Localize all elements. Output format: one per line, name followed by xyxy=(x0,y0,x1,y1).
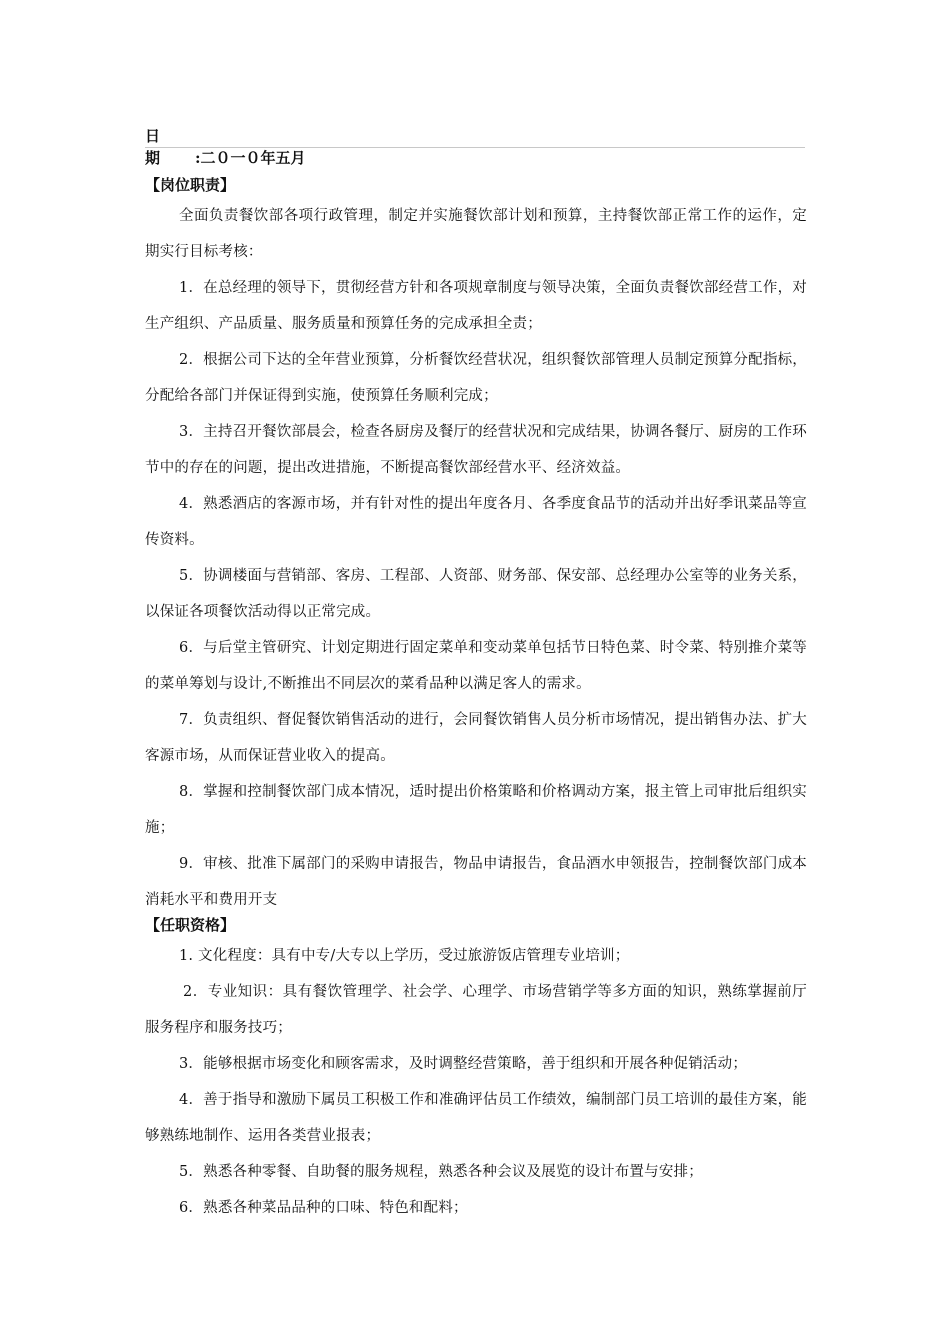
date-value: :二０一０年五月 xyxy=(195,149,306,167)
section-heading-qualifications: 【任职资格】 xyxy=(145,916,236,934)
qualification-item: 2．专业知识：具有餐饮管理学、社会学、心理学、市场营销学等多方面的知识，熟练掌握前厅服务程序和服务技巧； xyxy=(145,984,807,1036)
duty-item: 2．根据公司下达的全年营业预算，分析餐饮经营状况，组织餐饮部管理人员制定预算分配指标，分配给各部门并保证得到实施，使预算任务顺利完成； xyxy=(145,352,807,404)
duty-item: 8．掌握和控制餐饮部门成本情况，适时提出价格策略和价格调动方案，报主管上司审批后组织实施； xyxy=(145,784,807,836)
date-label xyxy=(145,125,195,169)
qualification-item: 3．能够根据市场变化和顾客需求，及时调整经营策略，善于组织和开展各种促销活动； xyxy=(179,1056,748,1072)
duty-item: 3．主持召开餐饮部晨会，检查各厨房及餐厅的经营状况和完成结果，协调各餐厅、厨房的工作环节中的存在的问题，提出改进措施，不断提高餐饮部经营水平、经济效益。 xyxy=(145,424,807,476)
qualification-item: 1. 文化程度：具有中专/大专以上学历，受过旅游饭店管理专业培训； xyxy=(179,948,630,964)
duties-intro: 全面负责餐饮部各项行政管理，制定并实施餐饮部计划和预算，主持餐饮部正常工作的运作，定期实行目标考核： xyxy=(145,208,807,260)
document-body xyxy=(145,172,807,1226)
date-label-char-2: 期 xyxy=(145,149,161,167)
duty-item: 6．与后堂主管研究、计划定期进行固定菜单和变动菜单包括节日特色菜、时令菜、特别推介菜等的菜单筹划与设计,不断推出不同层次的菜肴品种以满足客人的需求。 xyxy=(145,640,807,692)
date-label-char-1: 日 xyxy=(145,127,161,145)
section-heading-duties: 【岗位职责】 xyxy=(145,176,236,194)
qualification-item: 6．熟悉各种菜品品种的口味、特色和配料； xyxy=(179,1200,468,1216)
qualification-item: 5．熟悉各种零餐、自助餐的服务规程，熟悉各种会议及展览的设计布置与安排； xyxy=(179,1164,703,1180)
duty-item: 5．协调楼面与营销部、客房、工程部、人资部、财务部、保安部、总经理办公室等的业务关系，以保证各项餐饮活动得以正常完成。 xyxy=(145,568,807,620)
duty-item: 4．熟悉酒店的客源市场，并有针对性的提出年度各月、各季度食品节的活动并出好季讯菜品等宣传资料。 xyxy=(145,496,807,548)
qualification-item: 4．善于指导和激励下属员工积极工作和准确评估员工作绩效，编制部门员工培训的最佳方案，能够熟练地制作、运用各类营业报表； xyxy=(145,1092,807,1144)
duty-item: 7．负责组织、督促餐饮销售活动的进行，会同餐饮销售人员分析市场情况，提出销售办法、扩大客源市场，从而保证营业收入的提高。 xyxy=(145,712,807,764)
duty-item: 9．审核、批准下属部门的采购申请报告，物品申请报告，食品酒水申领报告，控制餐饮部门成本消耗水平和费用开支 xyxy=(145,856,807,908)
duty-item: 1．在总经理的领导下，贯彻经营方针和各项规章制度与领导决策，全面负责餐饮部经营工作，对生产组织、产品质量、服务质量和预算任务的完成承担全责； xyxy=(145,280,807,332)
date-line xyxy=(145,125,805,167)
